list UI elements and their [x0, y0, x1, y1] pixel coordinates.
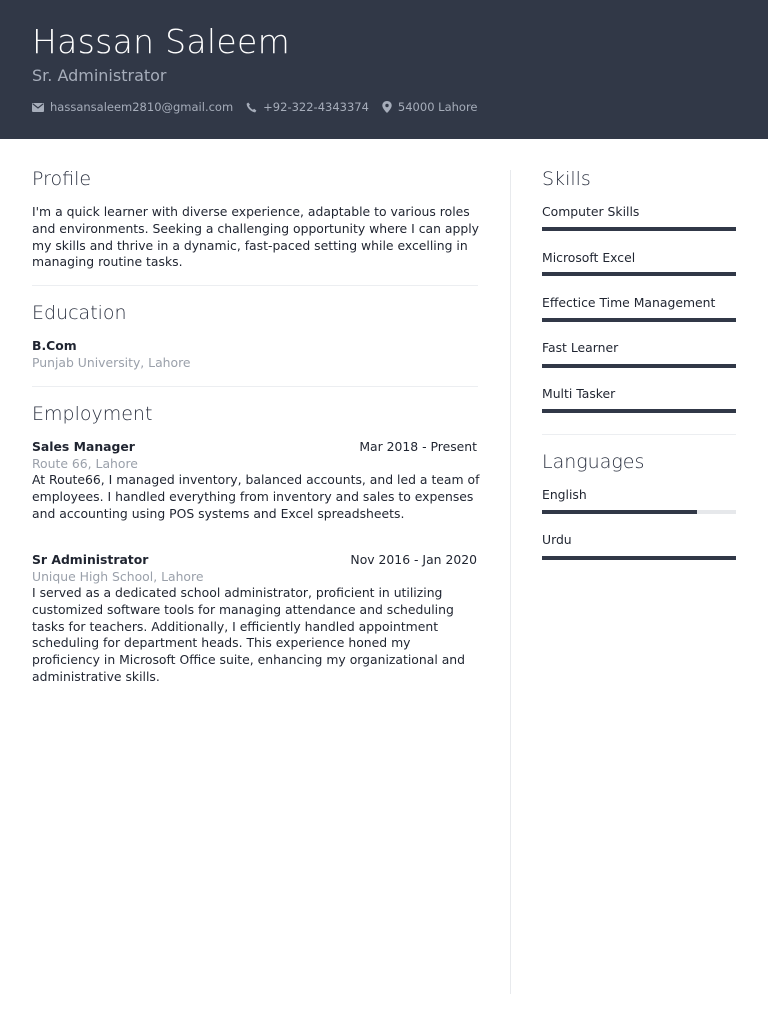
location-pin-icon	[382, 101, 392, 113]
education-degree: B.Com	[32, 338, 77, 353]
profile-divider	[32, 285, 478, 286]
skill-bar-fill	[542, 227, 736, 231]
mail-icon	[32, 103, 44, 112]
language-bar	[542, 556, 736, 560]
skill-bar	[542, 272, 736, 276]
phone-text: +92-322-4343374	[263, 100, 369, 114]
email-text: hassansaleem2810@gmail.com	[50, 100, 234, 114]
skill-bar-fill	[542, 409, 736, 413]
candidate-name: Hassan Saleem	[32, 22, 291, 61]
languages-heading: Languages	[542, 451, 645, 473]
skills-heading: Skills	[542, 168, 591, 190]
education-heading: Education	[32, 302, 127, 324]
skill-bar	[542, 227, 736, 231]
job-description: I served as a dedicated school administrator, proficient in utilizing customized software tools for managing attendance and scheduling tasks for teachers. Additionally, I efficiently handled appointment scheduling for department heads. This experience honed my proficiency in Microsoft Office suite, enhancing my organizational and administrative skills.	[32, 585, 466, 684]
language-label: English	[542, 487, 587, 502]
column-divider	[510, 170, 511, 994]
skill-label: Multi Tasker	[542, 386, 616, 401]
language-label: Urdu	[542, 532, 572, 547]
job-role: Sales Manager	[32, 439, 135, 454]
language-bar-fill	[542, 510, 697, 514]
candidate-title: Sr. Administrator	[32, 66, 167, 85]
contact-location	[382, 100, 478, 114]
profile-heading: Profile	[32, 168, 92, 190]
job-role: Sr Administrator	[32, 552, 149, 567]
contact-row	[32, 99, 491, 115]
location-text: 54000 Lahore	[397, 100, 478, 114]
job-dates: Mar 2018 - Present	[359, 439, 477, 454]
resume-header	[0, 0, 768, 139]
contact-phone[interactable]	[246, 100, 369, 114]
language-bar-fill	[542, 556, 736, 560]
skill-bar	[542, 364, 736, 368]
skill-label: Computer Skills	[542, 204, 640, 219]
skill-bar	[542, 318, 736, 322]
job-dates: Nov 2016 - Jan 2020	[350, 552, 477, 567]
employment-heading: Employment	[32, 403, 153, 425]
education-school: Punjab University, Lahore	[32, 355, 191, 370]
language-bar	[542, 510, 736, 514]
skill-bar-fill	[542, 272, 736, 276]
skill-label: Effectice Time Management	[542, 295, 716, 310]
contact-email[interactable]	[32, 100, 233, 114]
skill-bar	[542, 409, 736, 413]
skill-bar-fill	[542, 364, 736, 368]
job-place: Route 66, Lahore	[32, 456, 138, 471]
job-place: Unique High School, Lahore	[32, 569, 204, 584]
skill-bar-fill	[542, 318, 736, 322]
education-divider	[32, 386, 478, 387]
job-description: At Route66, I managed inventory, balanced accounts, and led a team of employees. I handled everything from inventory and sales to expenses and accounting using POS systems and Excel spreadsheets.	[32, 472, 480, 521]
skills-divider	[542, 434, 736, 435]
phone-icon	[246, 102, 257, 113]
skill-label: Microsoft Excel	[542, 250, 636, 265]
profile-text: I'm a quick learner with diverse experience, adaptable to various roles and environments. Seeking a challenging opportunity where I can apply my skills and thrive in a dynamic, fast-paced setting while excelling in managing routine tasks.	[32, 204, 480, 270]
skill-label: Fast Learner	[542, 340, 619, 355]
